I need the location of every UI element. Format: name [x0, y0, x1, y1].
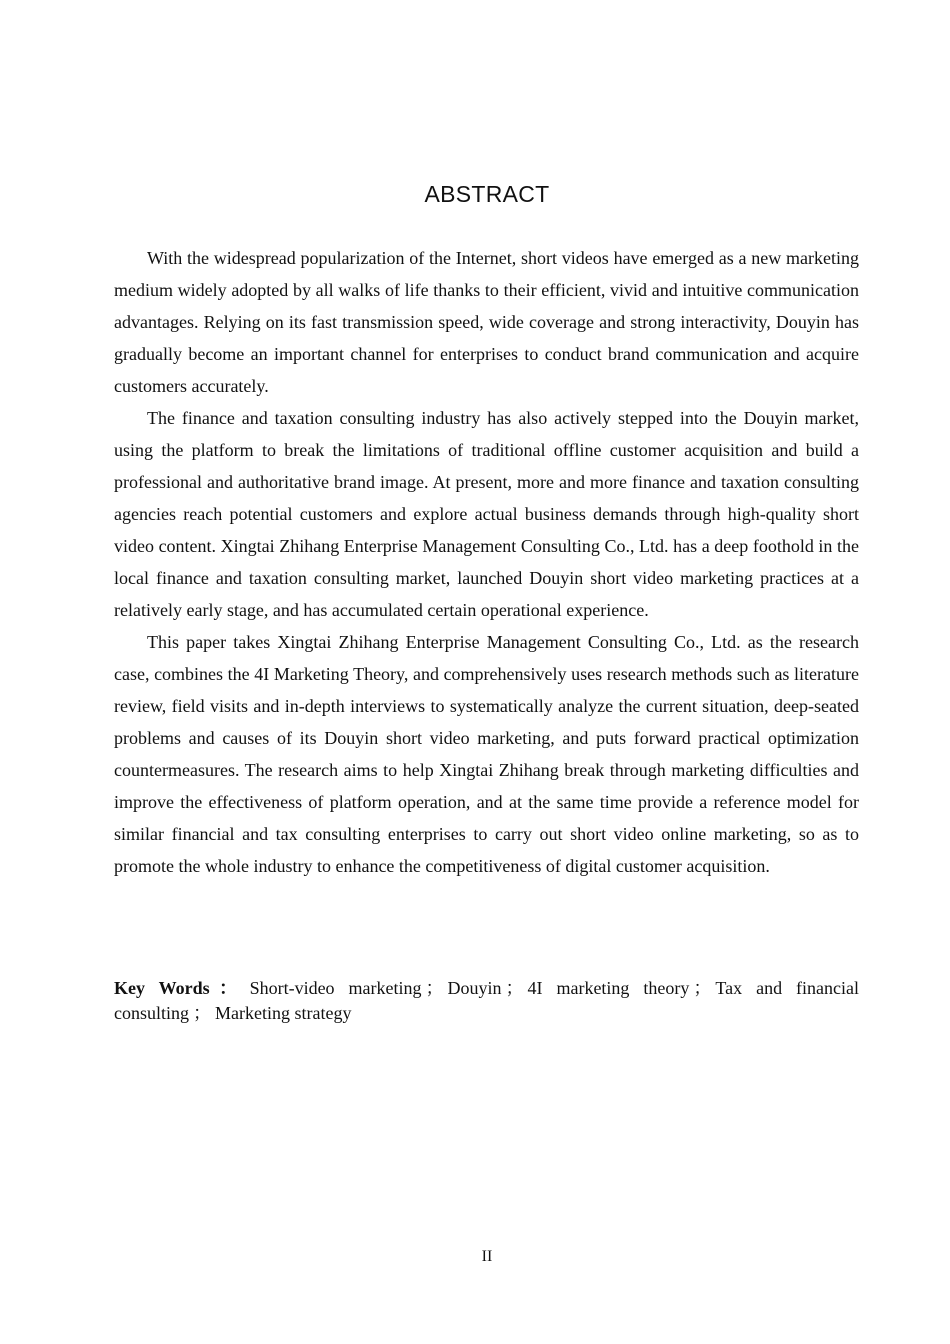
keyword-separator: ； [425, 978, 444, 998]
keyword-item: Marketing strategy [215, 1003, 352, 1023]
abstract-paragraph-3: This paper takes Xingtai Zhihang Enterprise Management Consulting Co., Ltd. as the research case, combines the 4I Marketing Theory, and comprehensively uses research methods such as literature review, field visits and in-depth interviews to systematically analyze the current situation, deep-seated problems and causes of its Douyin short video marketing, and puts forward practical optimization countermeasures. The research aims to help Xingtai Zhihang break through marketing difficulties and improve the effectiveness of platform operation, and at the same time provide a reference model for similar financial and tax consulting enterprises to carry out short video online marketing, so as to promote the whole industry to enhance the competitiveness of digital customer acquisition. [114, 632, 859, 876]
page-number: II [481, 1248, 493, 1265]
keyword-item: Tax and financial consulting [114, 978, 859, 1023]
abstract-paragraph-2: The finance and taxation consulting industry has also actively stepped into the Douyin market, using the platform to break the limitations of traditional offline customer acquisition and build a professional and authoritative brand image. At present, more and more finance and taxation consulting agencies reach potential customers and explore actual business demands through high-quality short video content. Xingtai Zhihang Enterprise Management Consulting Co., Ltd. has a deep foothold in the local finance and taxation consulting market, launched Douyin short video marketing practices at a relatively early stage, and has accumulated certain operational experience. [114, 408, 859, 620]
keyword-item: Short-video marketing [249, 978, 422, 998]
abstract-body [114, 242, 859, 882]
keywords-label: Key Words： [114, 978, 247, 998]
keywords-line [114, 976, 859, 1026]
keyword-item: Douyin [447, 978, 502, 998]
keyword-item: 4I marketing theory [527, 978, 690, 998]
keyword-separator: ； [693, 978, 712, 998]
abstract-paragraph-1: With the widespread popularization of the Internet, short videos have emerged as a new marketing medium widely adopted by all walks of life thanks to their efficient, vivid and intuitive communication advantages. Relying on its fast transmission speed, wide coverage and strong interactivity, Douyin has gradually become an important channel for enterprises to conduct brand communication and acquire customers accurately. [114, 248, 859, 396]
abstract-title: ABSTRACT [424, 181, 550, 207]
keyword-separator: ； [505, 978, 524, 998]
keyword-separator: ； [193, 1003, 211, 1023]
